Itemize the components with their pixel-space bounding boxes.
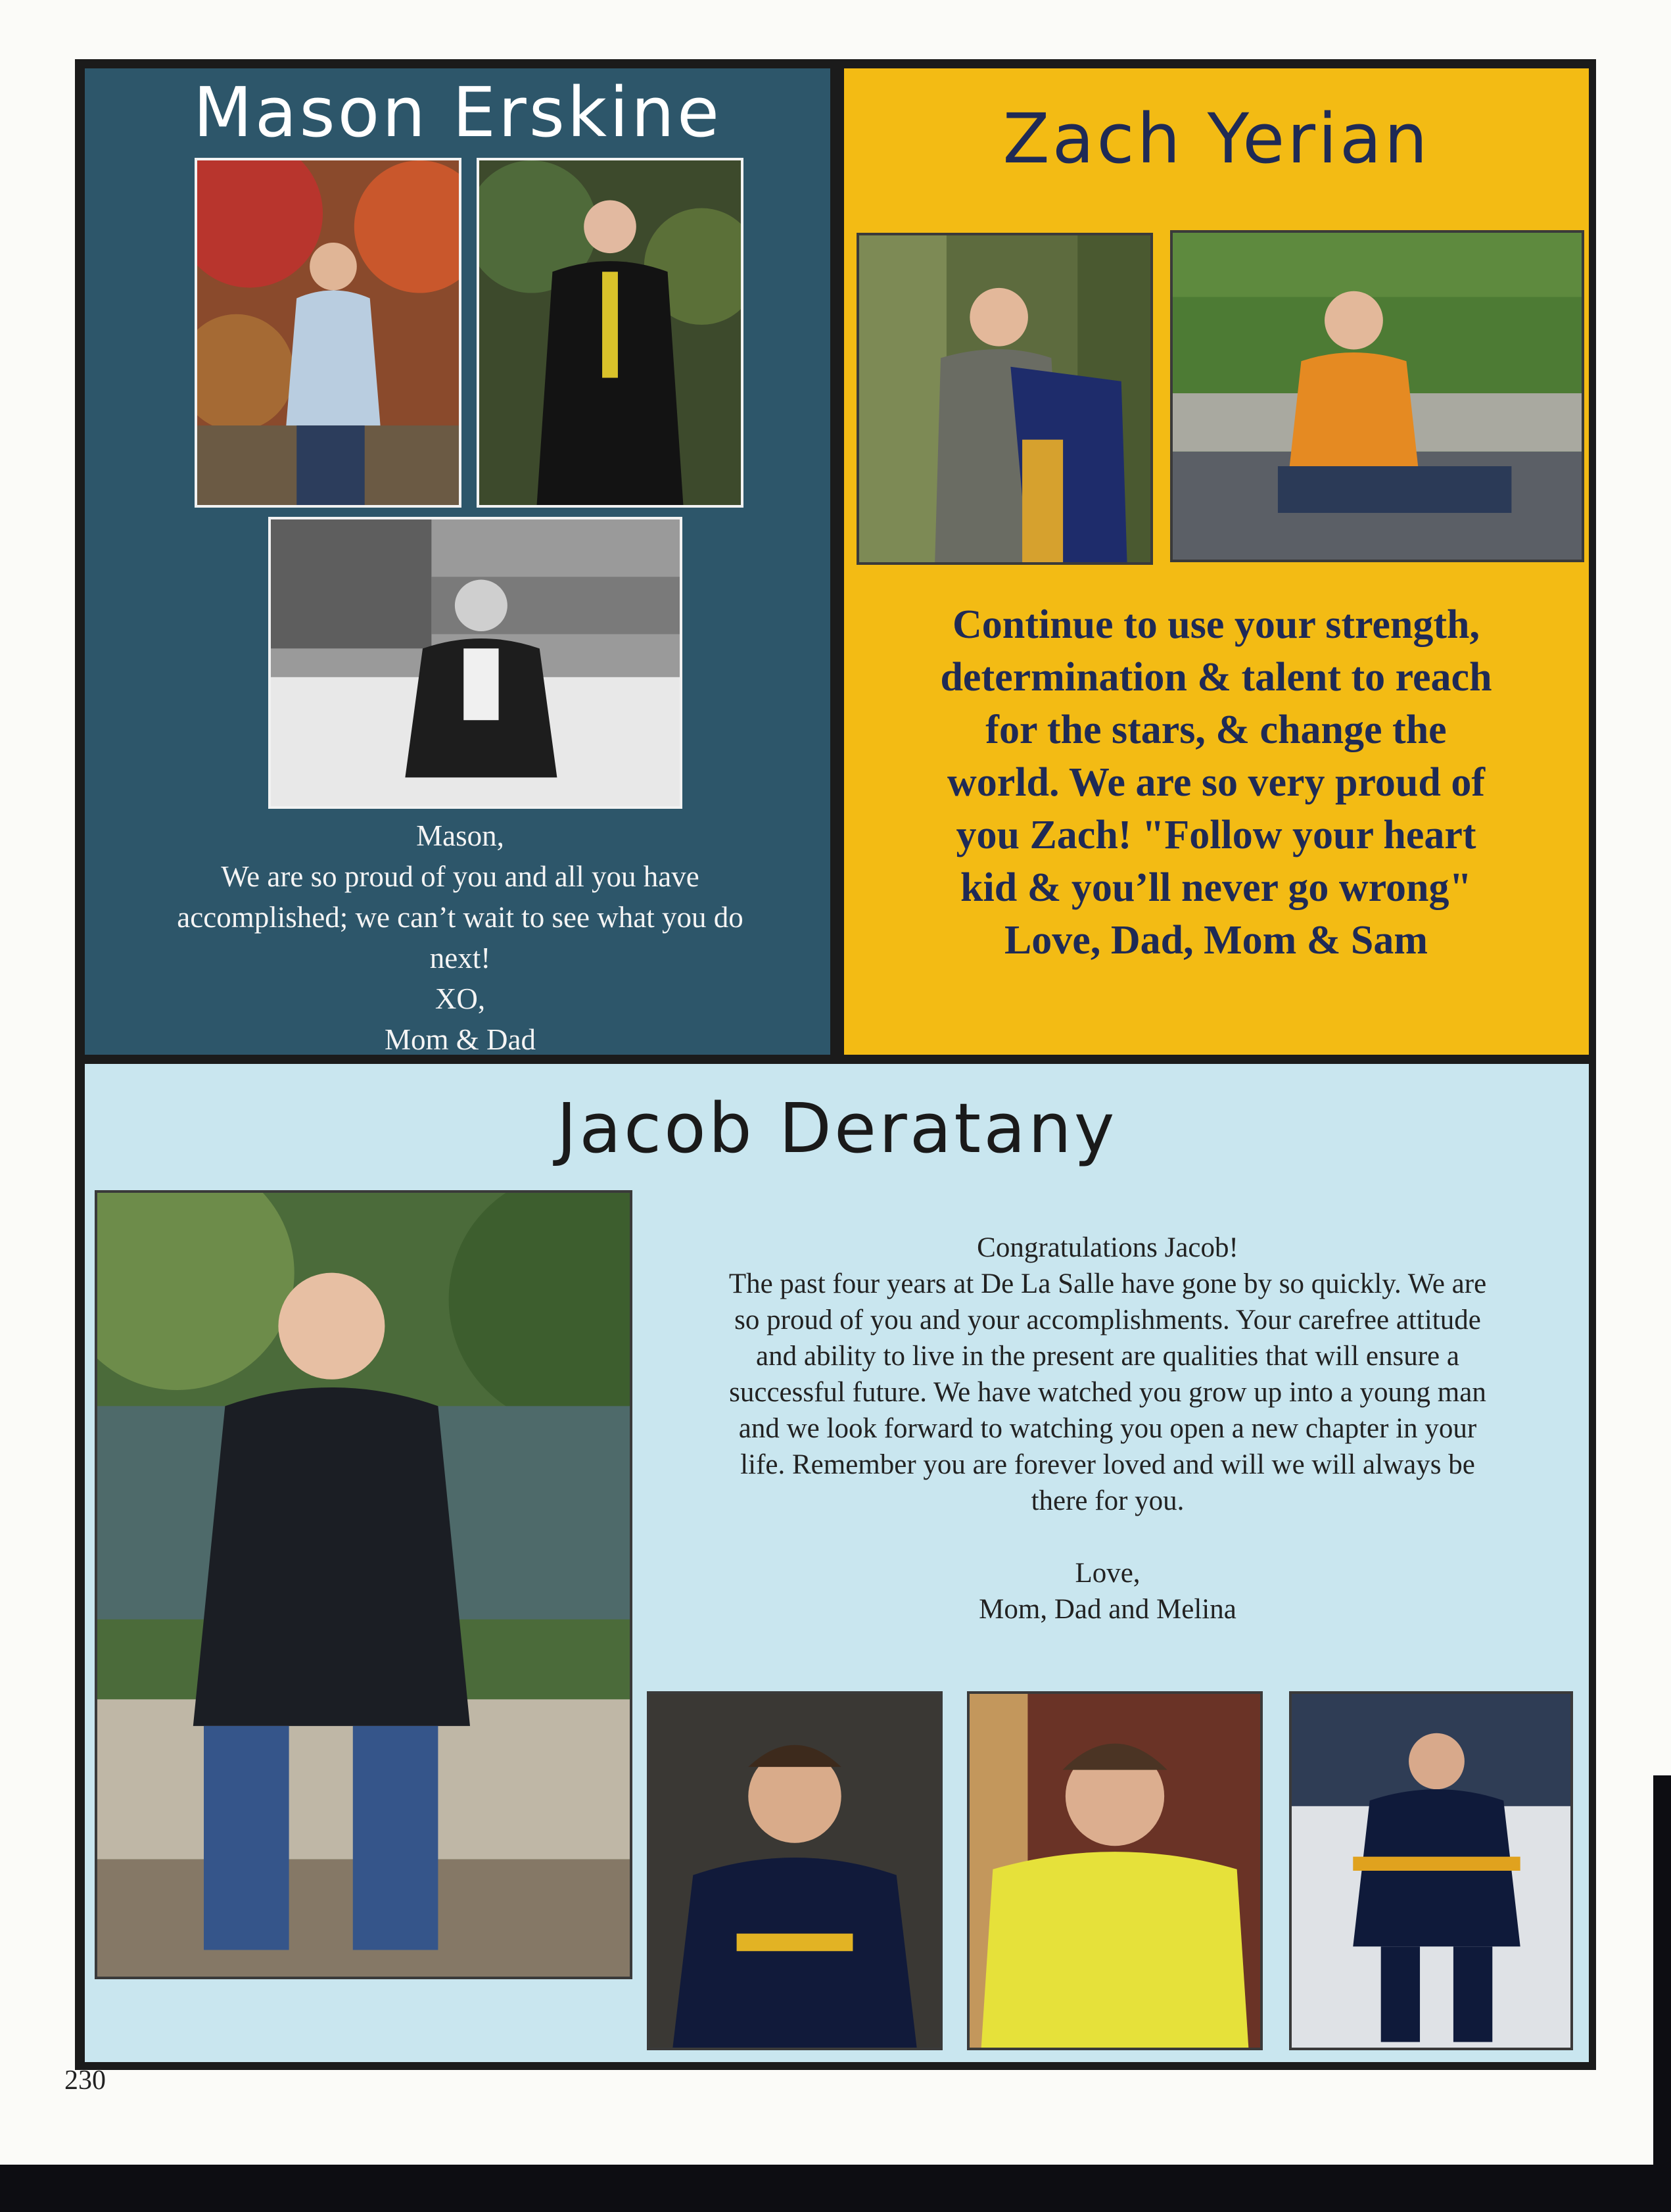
jacob-message: Congratulations Jacob! The past four years at De La Salle have gone by so quickly. We are so proud of you and your accomplishments. Your carefree attitude and ability to live in the present are qualities that will ensure a successful future. We have watched you grow up into a young man and we look forward to watching you open a new chapter in your life. Remember you are forever loved and will we will always be there for you. Love, Mom, Dad and Melina (728, 1232, 1487, 1625)
jacob-name-title: Jacob Deratany (556, 1088, 1118, 1168)
zach-photo-field (1170, 230, 1584, 562)
jacob-photo-teen (967, 1691, 1263, 2050)
mason-message: Mason, We are so proud of you and all you have accomplished; we can’t wait to see what you do next! XO, Mom & Dad (177, 819, 743, 1056)
jacob-photo-main (95, 1190, 632, 1979)
zach-photo-jacket (857, 233, 1153, 565)
mason-photo-autumn (195, 158, 461, 508)
zach-message: Continue to use your strength, determination & talent to reach for the stars, & change the world. We are so very proud of you Zach! "Follow your heart kid & you’ll never go wrong" Love, Dad, Mom & Sam (940, 602, 1492, 963)
mason-name-title: Mason Erskine (193, 72, 722, 153)
mason-photo-suit (477, 158, 743, 508)
jacob-photo-hockey (1289, 1691, 1573, 2050)
zach-name-title: Zach Yerian (1002, 99, 1430, 179)
mason-photo-bw (268, 517, 682, 809)
scan-edge-right (1653, 1775, 1671, 2170)
jacob-photo-child (647, 1691, 943, 2050)
page-number: 230 (64, 2065, 106, 2096)
scan-edge-bottom (0, 2165, 1671, 2212)
